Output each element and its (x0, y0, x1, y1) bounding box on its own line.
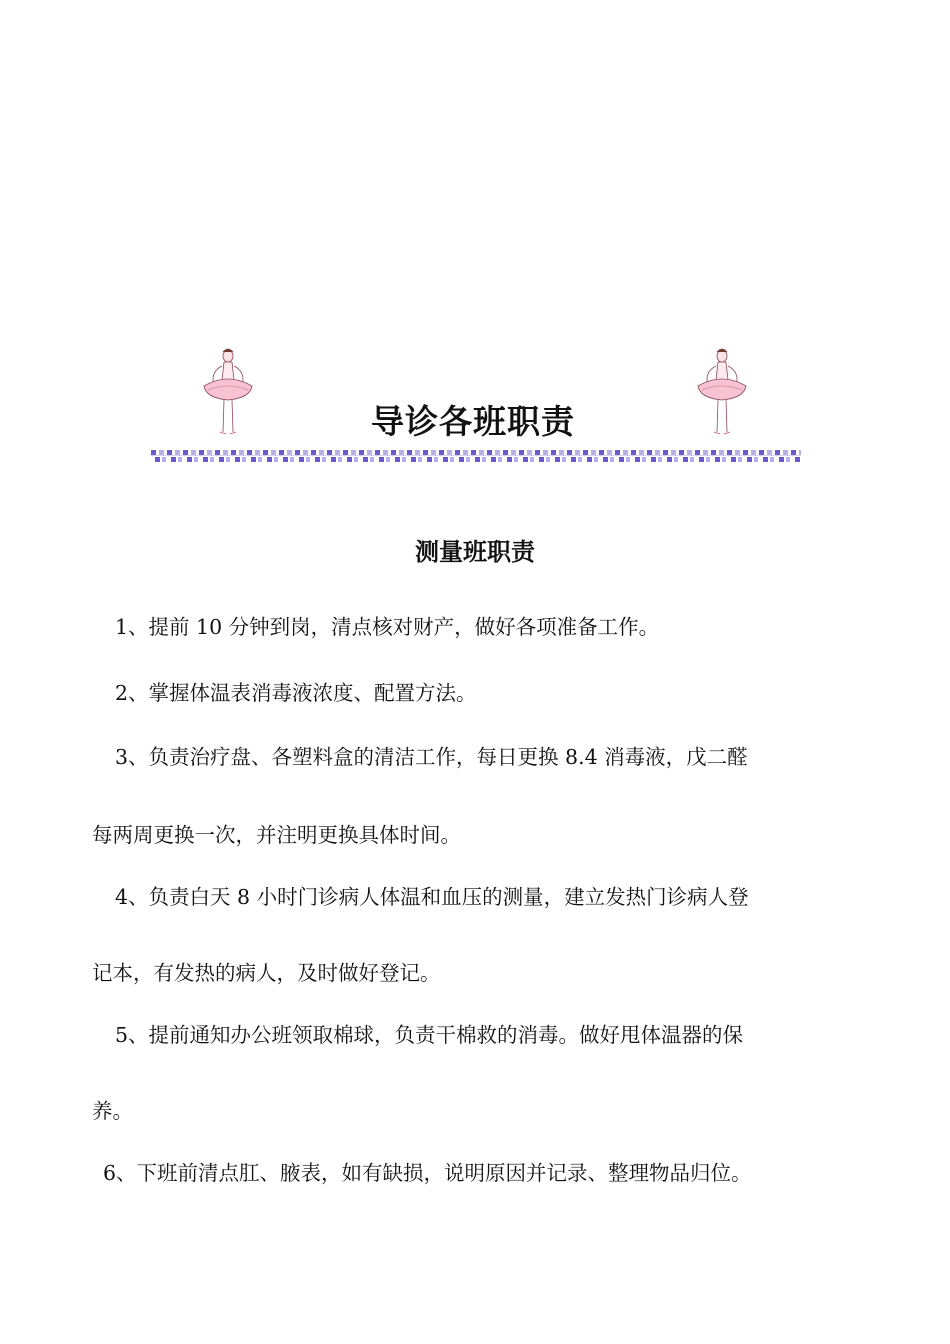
duty-line-4-cont: 记本，有发热的病人，及时做好登记。 (92, 961, 441, 985)
duty-line-4: 4、负责白天 8 小时门诊病人体温和血压的测量，建立发热门诊病人登 (115, 885, 749, 909)
document-title: 导诊各班职责 (371, 402, 575, 441)
decorative-border (150, 448, 801, 464)
section-title: 测量班职责 (415, 538, 535, 566)
duty-line-6: 6、下班前清点肛、腋表，如有缺损，说明原因并记录、整理物品归位。 (103, 1161, 752, 1185)
duty-line-5-cont: 养。 (92, 1099, 133, 1123)
duty-line-1: 1、提前 10 分钟到岗，清点核对财产，做好各项准备工作。 (115, 615, 660, 639)
duty-line-2: 2、掌握体温表消毒液浓度、配置方法。 (115, 681, 477, 705)
duty-line-5: 5、提前通知办公班领取棉球，负责干棉救的消毒。做好甩体温器的保 (115, 1023, 744, 1047)
duty-line-3-cont: 每两周更换一次，并注明更换具体时间。 (92, 823, 461, 847)
duty-line-3: 3、负责治疗盘、各塑料盒的清洁工作，每日更换 8.4 消毒液，戊二醛 (115, 745, 748, 769)
